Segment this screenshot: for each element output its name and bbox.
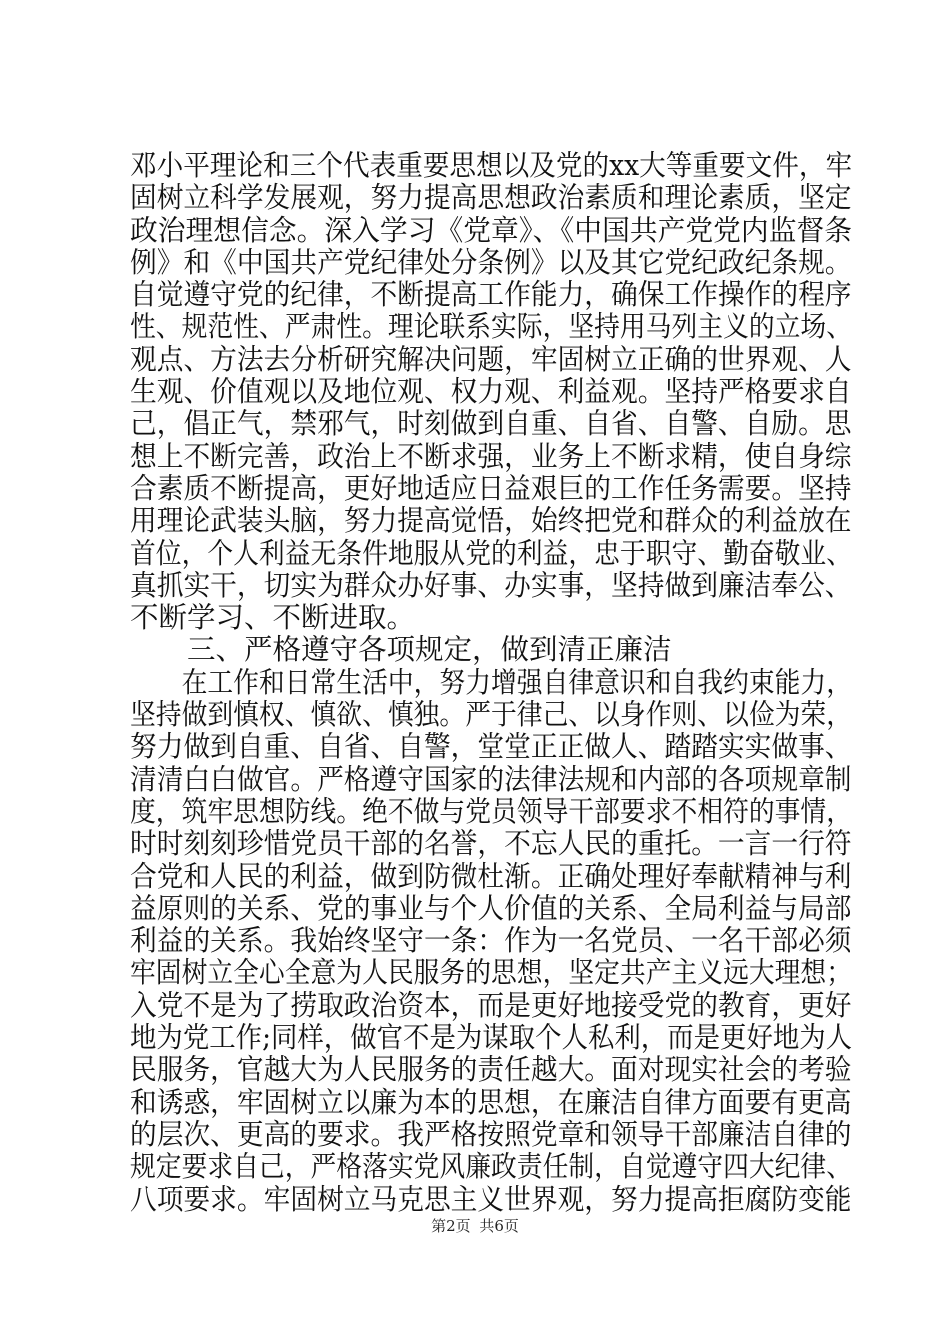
text-line: 真抓实干，切实为群众办好事、办实事，坚持做到廉洁奉公、: [130, 568, 852, 602]
text-line: 民服务，官越大为人民服务的责任越大。面对现实社会的考验: [130, 1053, 852, 1087]
text-line: 不断学习、不断进取。: [130, 601, 416, 635]
text-line: 清清白白做官。严格遵守国家的法律法规和内部的各项规章制: [130, 762, 852, 796]
text-line: 己，倡正气，禁邪气，时刻做到自重、自省、自警、自励。思: [130, 407, 852, 441]
text-line: 地为党工作;同样，做官不是为谋取个人私利，而是更好地为人: [130, 1021, 853, 1055]
page-total: 共6页: [479, 1217, 519, 1235]
text-line: 政治理想信念。深入学习《党章》、《中国共产党党内监督条: [130, 213, 853, 247]
text-line: 例》和《中国共产党纪律处分条例》以及其它党纪政纪条规。: [130, 245, 852, 279]
text-line: 想上不断完善，政治上不断求强，业务上不断求精，使自身综: [130, 439, 852, 473]
text-line: 的层次、更高的要求。我严格按照党章和领导干部廉洁自律的: [130, 1117, 852, 1151]
text-line: 观点、方法去分析研究解决问题，牢固树立正确的世界观、人: [130, 342, 852, 376]
text-line: 合素质不断提高，更好地适应日益艰巨的工作任务需要。坚持: [130, 471, 852, 505]
body-text: [130, 149, 853, 1216]
text-line: 时时刻刻珍惜党员干部的名誉，不忘人民的重托。一言一行符: [130, 827, 852, 861]
page-footer: [0, 1215, 950, 1236]
text-line: 首位，个人利益无条件地服从党的利益，忠于职守、勤奋敬业、: [130, 536, 853, 570]
text-line: 性、规范性、严肃性。理论联系实际，坚持用马列主义的立场、: [130, 310, 853, 344]
text-line: 用理论武装头脑，努力提高觉悟，始终把党和群众的利益放在: [130, 504, 852, 538]
text-line: 入党不是为了捞取政治资本，而是更好地接受党的教育，更好: [130, 988, 852, 1022]
text-line: 生观、价值观以及地位观、权力观、利益观。坚持严格要求自: [130, 375, 852, 409]
page-number: 第2页: [431, 1217, 471, 1235]
text-line: 八项要求。牢固树立马克思主义世界观，努力提高拒腐防变能: [130, 1182, 852, 1216]
text-line: 利益的关系。我始终坚守一条：作为一名党员、一名干部必须: [130, 924, 852, 958]
text-line: 三、严格遵守各项规定，做到清正廉洁: [130, 633, 672, 667]
text-line: 坚持做到慎权、慎欲、慎独。严于律己、以身作则、以俭为荣，: [130, 698, 853, 732]
text-line: 在工作和日常生活中，努力增强自律意识和自我约束能力，: [130, 665, 853, 699]
text-line: 和诱惑，牢固树立以廉为本的思想，在廉洁自律方面要有更高: [130, 1085, 852, 1119]
text-line: 自觉遵守党的纪律，不断提高工作能力，确保工作操作的程序: [130, 278, 852, 312]
text-line: 度，筑牢思想防线。绝不做与党员领导干部要求不相符的事情，: [130, 794, 853, 828]
text-line: 牢固树立全心全意为人民服务的思想，坚定共产主义远大理想；: [130, 956, 853, 990]
text-line: 邓小平理论和三个代表重要思想以及党的xx大等重要文件，牢: [130, 149, 853, 182]
text-line: 努力做到自重、自省、自警，堂堂正正做人、踏踏实实做事、: [130, 730, 852, 764]
text-line: 固树立科学发展观，努力提高思想政治素质和理论素质，坚定: [130, 181, 852, 215]
text-line: 规定要求自己，严格落实党风廉政责任制，自觉遵守四大纪律、: [130, 1150, 853, 1184]
text-line: 益原则的关系、党的事业与个人价值的关系、全局利益与局部: [130, 891, 852, 925]
text-line: 合党和人民的利益，做到防微杜渐。正确处理好奉献精神与利: [130, 859, 852, 893]
